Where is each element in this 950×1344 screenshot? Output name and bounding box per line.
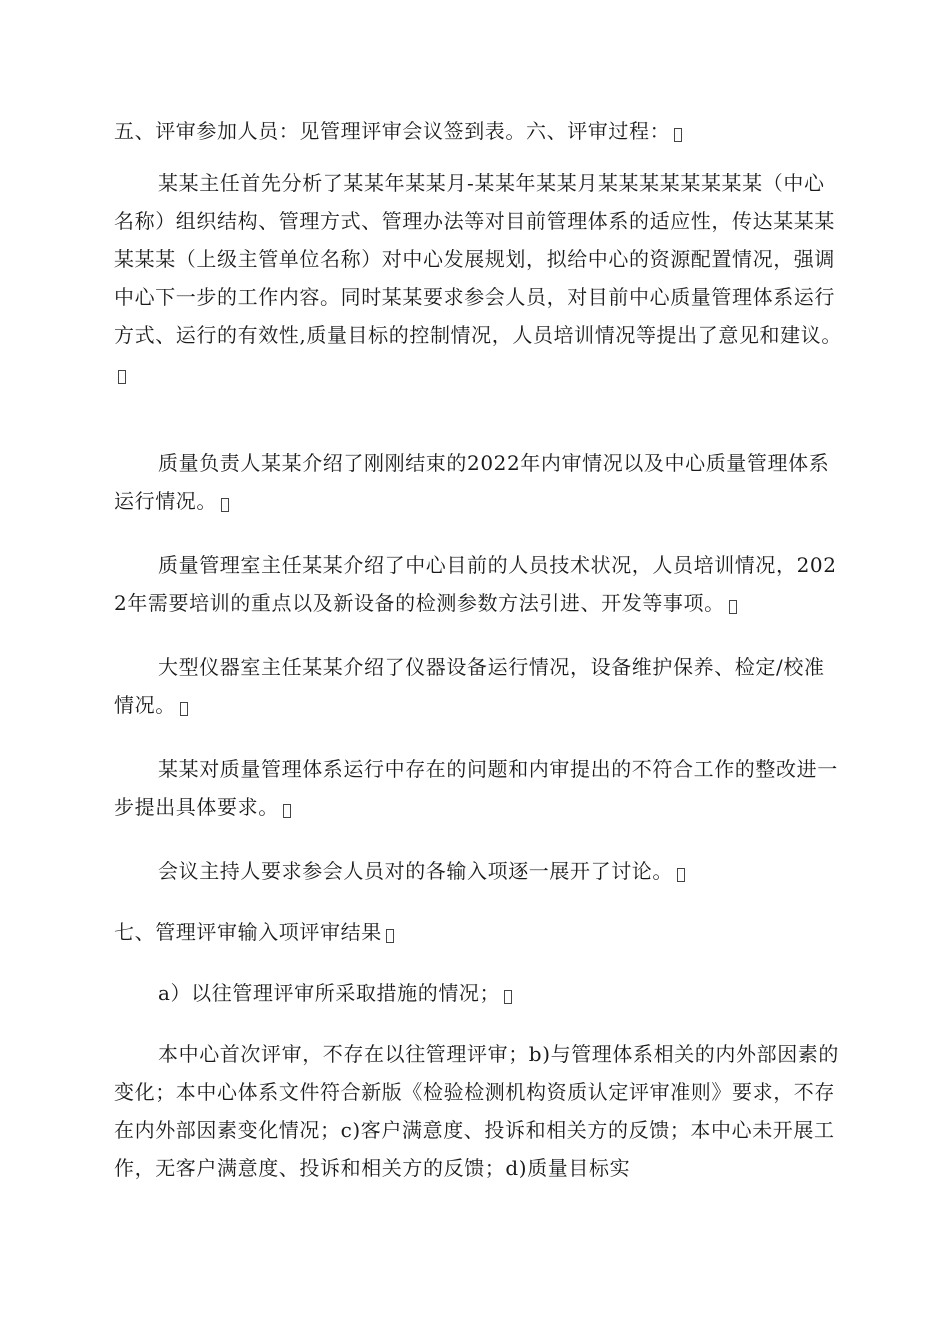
section-heading-participants: [114, 112, 842, 150]
paragraph-director-analysis: [114, 164, 842, 392]
section-heading-review-results: [114, 913, 842, 951]
paragraph-text: 质量管理室主任某某介绍了中心目前的人员技术状况，人员培训情况，2022年需要培训的重点以及新设备的检测参数方法引进、开发等事项。: [114, 553, 837, 615]
paragraph-mark-icon: [221, 498, 229, 512]
paragraph-mark-icon: [386, 929, 394, 943]
paragraph-mark-icon: [729, 600, 737, 614]
paragraph-mark-icon: [677, 868, 685, 882]
paragraph-quality-office-report: [114, 546, 842, 622]
paragraph-text: 五、评审参加人员：见管理评审会议签到表。六、评审过程：: [114, 119, 671, 143]
paragraph-instrument-report: [114, 648, 842, 724]
paragraph-quality-lead-report: [114, 444, 842, 520]
paragraph-review-inputs: [114, 1035, 842, 1187]
paragraph-text: 质量负责人某某介绍了刚刚结束的2022年内审情况以及中心质量管理体系运行情况。: [114, 451, 830, 513]
paragraph-text: 七、管理评审输入项评审结果: [114, 920, 382, 944]
paragraph-text: 某某对质量管理体系运行中存在的问题和内审提出的不符合工作的整改进一步提出具体要求。: [114, 757, 838, 819]
paragraph-mark-icon: [504, 990, 512, 1004]
paragraph-discussion: [114, 852, 842, 890]
paragraph-mark-icon: [180, 702, 188, 716]
paragraph-mark-icon: [283, 804, 291, 818]
paragraph-rectification-requirements: [114, 750, 842, 826]
paragraph-text: 本中心首次评审，不存在以往管理评审；b)与管理体系相关的内外部因素的变化；本中心体系文件符合新版《检验检测机构资质认定评审准则》要求，不存在内外部因素变化情况；c)客户满意度、投诉和相关方的反馈；本中心未开展工作，无客户满意度、投诉和相关方的反馈；d)质量目标实: [114, 1042, 840, 1180]
paragraph-text: a）以往管理评审所采取措施的情况；: [158, 981, 501, 1005]
paragraph-text: 大型仪器室主任某某介绍了仪器设备运行情况，设备维护保养、检定/校准情况。: [114, 655, 825, 717]
paragraph-mark-icon: [674, 128, 682, 142]
paragraph-text: 某某主任首先分析了某某年某某月-某某年某某月某某某某某某某某（中心名称）组织结构、管理方式、管理办法等对目前管理体系的适应性，传达某某某某某某（上级主管单位名称）对中心发展规划，拟给中心的资源配置情况，强调中心下一步的工作内容。同时某某要求参会人员，对目前中心质量管理体系运行方式、运行的有效性,质量目标的控制情况，人员培训情况等提出了意见和建议。: [114, 171, 842, 347]
list-item-previous-review-actions: [114, 974, 842, 1012]
paragraph-text: 会议主持人要求参会人员对的各输入项逐一展开了讨论。: [158, 859, 673, 883]
paragraph-mark-icon: [118, 370, 126, 384]
